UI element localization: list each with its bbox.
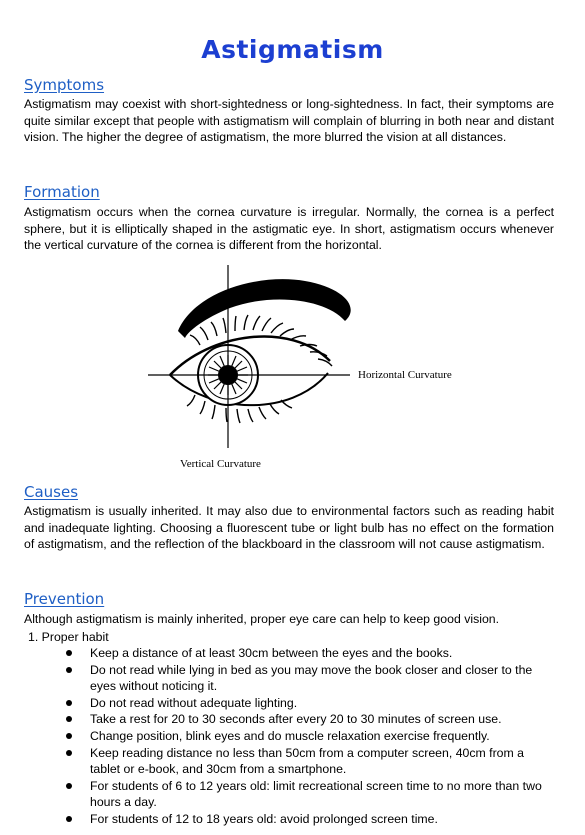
symptoms-paragraph: Astigmatism may coexist with short-sightedness or long-sightedness. In fact, their symptoms are quite similar except that people with astigmatism will complain of blurring in both near and distant vision. The higher the degree of astigmatism, the more blurred the vision at all distances. bbox=[24, 97, 554, 145]
causes-paragraph: Astigmatism is usually inherited. It may also due to environmental factors such as reading habit and inadequate lighting. Choosing a fluorescent tube or light bulb has no effect on the formation of astigmatism, and the reflection of the blackboard in the classroom will not cause astigmatism. bbox=[24, 504, 554, 552]
vertical-curvature-label: Vertical Curvature bbox=[180, 458, 261, 470]
bullet-item: Take a rest for 20 to 30 seconds after every 20 to 30 minutes of screen use. bbox=[60, 711, 555, 728]
astigmatism-eye-diagram bbox=[140, 263, 480, 475]
bullet-item: For students of 12 to 18 years old: avoid prolonged screen time. bbox=[60, 811, 555, 828]
formation-paragraph: Astigmatism occurs when the cornea curvature is irregular. Normally, the cornea is a perfect sphere, but it is elliptically shaped in the astigmatic eye. In short, astigmatism occurs whenever the vertical curvature of the cornea is different from the horizontal. bbox=[24, 205, 554, 253]
bullet-item: Do not read while lying in bed as you may move the book closer and closer to the eyes without noticing it. bbox=[60, 662, 555, 695]
numbered-item-proper-habit: 1. Proper habit bbox=[28, 630, 109, 644]
bullet-item: For students of 6 to 12 years old: limit recreational screen time to no more than two hours a day. bbox=[60, 778, 555, 811]
eyebrow bbox=[178, 279, 351, 338]
bullet-item: Keep reading distance no less than 50cm from a computer screen, 40cm from a tablet or e-book, and 30cm from a smartphone. bbox=[60, 745, 555, 778]
bullet-item: Do not read without adequate lighting. bbox=[60, 695, 555, 712]
horizontal-curvature-label: Horizontal Curvature bbox=[358, 369, 452, 381]
symptoms-heading: Symptoms bbox=[24, 76, 105, 94]
formation-heading: Formation bbox=[24, 183, 100, 201]
prevention-heading: Prevention bbox=[24, 590, 105, 608]
proper-habit-bullet-list bbox=[60, 645, 555, 828]
bullet-item: Keep a distance of at least 30cm between the eyes and the books. bbox=[60, 645, 555, 662]
prevention-intro: Although astigmatism is mainly inherited, proper eye care can help to keep good vision. bbox=[24, 612, 500, 626]
page-title: Astigmatism bbox=[201, 35, 384, 64]
causes-heading: Causes bbox=[24, 483, 79, 501]
bullet-item: Change position, blink eyes and do muscle relaxation exercise frequently. bbox=[60, 728, 555, 745]
